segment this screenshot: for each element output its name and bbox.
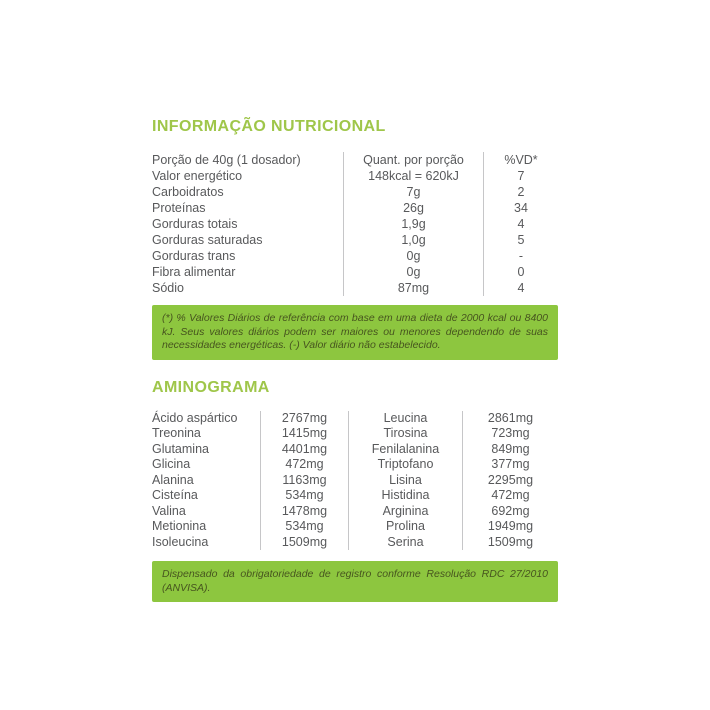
amino-name: Prolina bbox=[348, 519, 462, 535]
amino-name: Lisina bbox=[348, 473, 462, 489]
amino-value: 1163mg bbox=[260, 473, 348, 489]
amino-name: Metionina bbox=[152, 519, 207, 533]
nutrient-dv: - bbox=[483, 248, 558, 264]
nutrient-name: Carboidratos bbox=[152, 185, 224, 199]
nutrient-amount: 0g bbox=[343, 248, 483, 264]
nutrient-amount: 1,0g bbox=[343, 232, 483, 248]
amino-value: 2861mg bbox=[462, 411, 558, 427]
amino-value: 472mg bbox=[260, 457, 348, 473]
amino-value: 723mg bbox=[462, 426, 558, 442]
amino-value: 472mg bbox=[462, 488, 558, 504]
nutrient-dv: 4 bbox=[483, 216, 558, 232]
amino-name: Alanina bbox=[152, 472, 194, 487]
amino-name: Triptofano bbox=[348, 457, 462, 473]
nutrient-name: Proteínas bbox=[152, 201, 206, 215]
nutrient-amount: 7g bbox=[343, 184, 483, 200]
amino-value: 1415mg bbox=[260, 426, 348, 442]
nutrient-amount: 26g bbox=[343, 200, 483, 216]
aminogram-title: AMINOGRAMA bbox=[152, 378, 270, 396]
amino-name: Cisteína bbox=[152, 488, 198, 502]
nutrition-header-serving: Porção de 40g (1 dosador) bbox=[152, 153, 301, 167]
amino-value: 534mg bbox=[260, 519, 348, 535]
amino-name: Valina bbox=[152, 503, 186, 518]
nutrient-amount: 0g bbox=[343, 264, 483, 280]
amino-value: 4401mg bbox=[260, 442, 348, 458]
amino-name: Ácido aspártico bbox=[152, 410, 238, 425]
nutrition-label bbox=[152, 118, 558, 602]
nutrient-amount: 148kcal = 620kJ bbox=[343, 168, 483, 184]
nutrient-dv: 4 bbox=[483, 280, 558, 296]
nutrient-name: Gorduras saturadas bbox=[152, 233, 263, 247]
nutrient-dv: 5 bbox=[483, 232, 558, 248]
amino-value: 1478mg bbox=[260, 504, 348, 520]
amino-name: Treonina bbox=[152, 426, 201, 440]
nutrient-name: Gorduras totais bbox=[152, 217, 238, 231]
nutrient-amount: 87mg bbox=[343, 280, 483, 296]
amino-name: Leucina bbox=[348, 411, 462, 427]
nutrition-header-amount: Quant. por porção bbox=[343, 152, 483, 168]
amino-name: Histidina bbox=[348, 488, 462, 504]
amino-name: Glutamina bbox=[152, 441, 209, 456]
nutrient-amount: 1,9g bbox=[343, 216, 483, 232]
amino-value: 534mg bbox=[260, 488, 348, 504]
nutrient-name: Gorduras trans bbox=[152, 249, 236, 263]
nutrition-header-dv: %VD* bbox=[483, 152, 558, 168]
amino-value: 377mg bbox=[462, 457, 558, 473]
daily-values-footnote: (*) % Valores Diários de referência com base em uma dieta de 2000 kcal ou 8400 kJ. Seus valores diários podem ser maiores ou menores dependendo de suas necessidades energéticas. (-) Valor diário não estabelecido. bbox=[152, 305, 558, 360]
amino-value: 1509mg bbox=[462, 535, 558, 551]
nutrient-dv: 0 bbox=[483, 264, 558, 280]
amino-value: 1509mg bbox=[260, 535, 348, 551]
nutrient-dv: 7 bbox=[483, 168, 558, 184]
registration-note: Dispensado da obrigatoriedade de registro conforme Resolução RDC 27/2010 (ANVISA). bbox=[152, 561, 558, 602]
amino-name: Tirosina bbox=[348, 426, 462, 442]
nutrient-name: Sódio bbox=[152, 281, 184, 295]
amino-value: 2767mg bbox=[260, 411, 348, 427]
amino-value: 2295mg bbox=[462, 473, 558, 489]
nutrient-name: Fibra alimentar bbox=[152, 265, 236, 279]
nutrition-table bbox=[152, 152, 558, 296]
amino-value: 692mg bbox=[462, 504, 558, 520]
amino-name: Arginina bbox=[348, 504, 462, 520]
aminogram-table bbox=[152, 411, 558, 551]
nutrient-dv: 34 bbox=[483, 200, 558, 216]
amino-name: Isoleucina bbox=[152, 534, 209, 549]
nutrient-name: Valor energético bbox=[152, 169, 243, 183]
amino-name: Fenilalanina bbox=[348, 442, 462, 458]
amino-value: 1949mg bbox=[462, 519, 558, 535]
nutrient-dv: 2 bbox=[483, 184, 558, 200]
nutrition-title: INFORMAÇÃO NUTRICIONAL bbox=[152, 118, 386, 135]
amino-value: 849mg bbox=[462, 442, 558, 458]
amino-name: Glicina bbox=[152, 457, 191, 471]
amino-name: Serina bbox=[348, 535, 462, 551]
